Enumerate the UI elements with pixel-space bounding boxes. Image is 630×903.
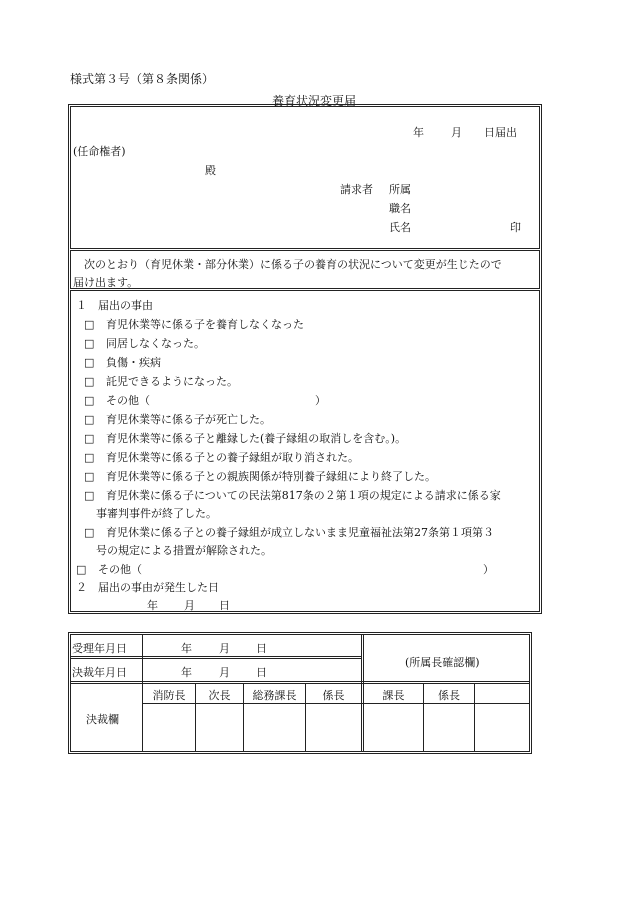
seal-label: 印 [510, 221, 521, 234]
notice-line-1: 次のとおり（育児休業・部分休業）に係る子の養育の状況について変更が生じたので [84, 258, 502, 271]
decided-day: 日 [256, 666, 267, 679]
decided-month: 月 [219, 666, 230, 679]
divider-2 [70, 288, 540, 291]
col-deputy: 次長 [208, 689, 231, 702]
reason-item: □ 育児休業等に係る子との親族関係が特別養子縁組により終了した。 [84, 470, 436, 483]
name-label: 氏名 [389, 221, 411, 234]
received-day: 日 [256, 642, 267, 655]
affiliation-label: 所属 [389, 183, 411, 196]
appointer-label: (任命権者) [73, 145, 126, 158]
col-section-chief-2: 係長 [438, 689, 460, 702]
received-month: 月 [219, 642, 230, 655]
col-division-manager: 課長 [382, 689, 405, 702]
divider-1 [70, 248, 540, 251]
occurrence-year: 年 [147, 599, 158, 612]
reason-item-27: □ 育児休業に係る子との養子縁組が成立しないまま児童福祉法第27条第１項第３ [84, 526, 494, 539]
reasons-heading: １ 届出の事由 [76, 299, 153, 312]
date-day-submitted: 日届出 [484, 126, 517, 139]
checkbox[interactable]: □ [84, 318, 95, 331]
approval-label: 決裁欄 [86, 713, 119, 726]
reason-item-27-cont: 号の規定による措置が解除された。 [96, 544, 272, 557]
reason-item: □ 育児休業等に係る子と離縁した(養子縁組の取消しを含む。)。 [84, 432, 407, 445]
checkbox[interactable]: □ [84, 526, 95, 539]
occurrence-day: 日 [219, 599, 230, 612]
reason-item: □ 同居しなくなった。 [84, 337, 205, 350]
reason-item-other: □ その他（ ） [76, 563, 494, 576]
checkbox[interactable]: □ [84, 489, 95, 502]
position-label: 職名 [389, 202, 411, 215]
decided-year: 年 [181, 666, 192, 679]
reason-item: □ その他（ ） [84, 394, 326, 407]
checkbox[interactable]: □ [84, 470, 95, 483]
reason-item-817: □ 育児休業に係る子についての民法第817条の２第１項の規定による請求に係る家 [84, 489, 501, 502]
occurrence-month: 月 [184, 599, 195, 612]
decided-date-label: 決裁年月日 [72, 666, 127, 679]
reason-item: □ 育児休業等に係る子が死亡した。 [84, 413, 271, 426]
received-date-label: 受理年月日 [72, 642, 127, 655]
honorific: 殿 [205, 164, 216, 177]
reason-item-817-cont: 事審判事件が終了した。 [96, 507, 217, 520]
requester-label: 請求者 [340, 183, 373, 196]
occurrence-heading: ２ 届出の事由が発生した日 [76, 581, 219, 594]
date-year: 年 [413, 126, 424, 139]
confirm-label: (所属長確認欄) [405, 656, 480, 669]
checkbox[interactable]: □ [84, 432, 95, 445]
checkbox[interactable]: □ [84, 451, 95, 464]
reason-item: □ 負傷・疾病 [84, 356, 161, 369]
notice-line-2: 届け出ます。 [73, 276, 139, 289]
form-title: 養育状況変更届 [272, 94, 357, 108]
col-general-affairs-manager: 総務課長 [252, 689, 297, 702]
checkbox[interactable]: □ [76, 563, 87, 576]
col-section-chief: 係長 [322, 689, 345, 702]
col-fire-chief: 消防長 [152, 689, 186, 702]
checkbox[interactable]: □ [84, 413, 95, 426]
reason-item: □ 育児休業等に係る子を養育しなくなった [84, 318, 304, 331]
checkbox[interactable]: □ [84, 356, 95, 369]
checkbox[interactable]: □ [84, 394, 95, 407]
form-number: 様式第３号（第８条関係） [70, 72, 215, 86]
checkbox[interactable]: □ [84, 375, 95, 388]
received-year: 年 [181, 642, 192, 655]
checkbox[interactable]: □ [84, 337, 95, 350]
reason-item: □ 育児休業等に係る子との養子縁組が取り消された。 [84, 451, 359, 464]
reason-item: □ 託児できるようになった。 [84, 375, 238, 388]
date-month: 月 [451, 126, 462, 139]
